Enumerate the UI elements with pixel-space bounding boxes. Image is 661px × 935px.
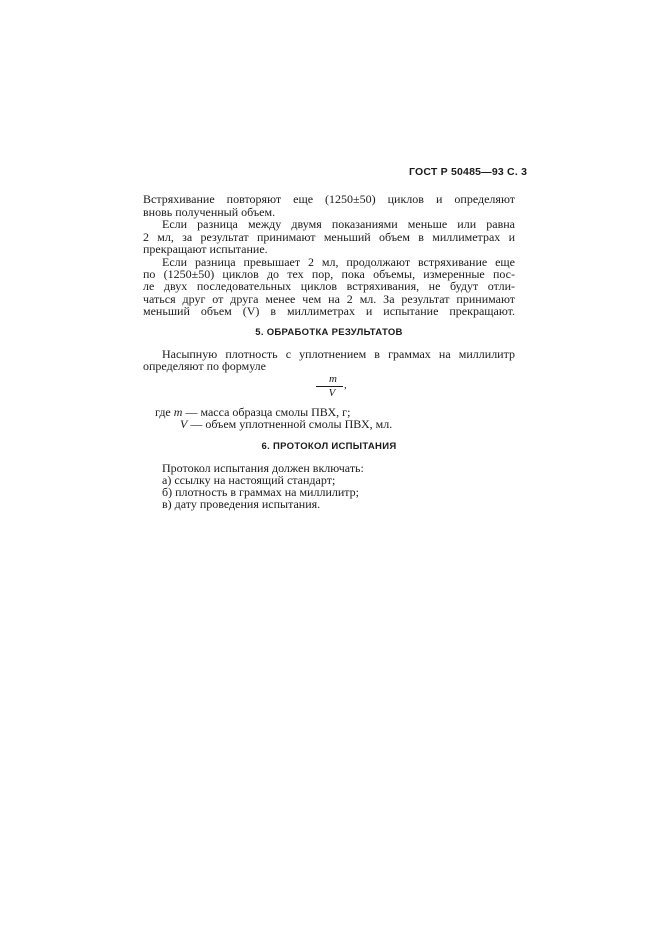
paragraph-diff-large-line-2: по (1250±50) циклов до тех пор, пока объемы, измеренные пос-	[143, 267, 515, 281]
paragraph-diff-large-line-5: меньший объем (V) в миллиметрах и испытание прекращают.	[143, 304, 515, 318]
protocol-intro: Протокол испытания должен включать:	[162, 461, 364, 475]
paragraph-diff-small-line-3: прекращают испытание.	[143, 242, 268, 256]
definition-v	[180, 418, 392, 431]
paragraph-diff-large-line-4: чаться друг от друга менее чем на 2 мл. За результат принимают	[143, 292, 515, 306]
density-formula	[315, 373, 355, 401]
paragraph-diff-large-line-3: ле двух последовательных циклов встряхивания, не будут отли-	[143, 279, 515, 293]
formula-numerator: m	[329, 373, 337, 385]
section-6-title: 6. ПРОТОКОЛ ИСПЫТАНИЯ	[261, 441, 397, 452]
definition-m-text: — масса образца смолы ПВХ, г;	[182, 405, 351, 419]
paragraph-shake-line-1: Встряхивание повторяют еще (1250±50) циклов и определяют	[143, 192, 515, 206]
section-5-line-2: определяют по формуле	[143, 359, 266, 373]
variable-m: m	[173, 405, 183, 419]
protocol-item-a: а) ссылку на настоящий стандарт;	[162, 473, 336, 487]
variable-v: V	[180, 417, 188, 431]
paragraph-shake-line-2: вновь полученный объем.	[143, 205, 276, 219]
paragraph-diff-large-line-1: Если разница превышает 2 мл, продолжают встряхивание еще	[162, 255, 515, 269]
section-5-title: 5. ОБРАБОТКА РЕЗУЛЬТАТОВ	[255, 327, 403, 338]
protocol-item-c: в) дату проведения испытания.	[162, 497, 321, 511]
paragraph-diff-small-line-2: 2 мл, за результат принимают меньший объем в миллиметрах и	[143, 230, 515, 244]
document-header: ГОСТ Р 50485—93 С. 3	[409, 166, 528, 178]
section-5-line-1: Насыпную плотность с уплотнением в граммах на миллилитр	[162, 347, 515, 361]
paragraph-diff-small-line-1: Если разница между двумя показаниями меньше или равна	[162, 217, 515, 231]
formula-denominator: V	[328, 387, 336, 399]
where-word: где	[155, 405, 171, 419]
definition-v-text: — объем уплотненной смолы ПВХ, мл.	[187, 417, 393, 431]
formula-comma: ,	[344, 379, 347, 391]
protocol-item-b: б) плотность в граммах на миллилитр;	[162, 485, 360, 499]
